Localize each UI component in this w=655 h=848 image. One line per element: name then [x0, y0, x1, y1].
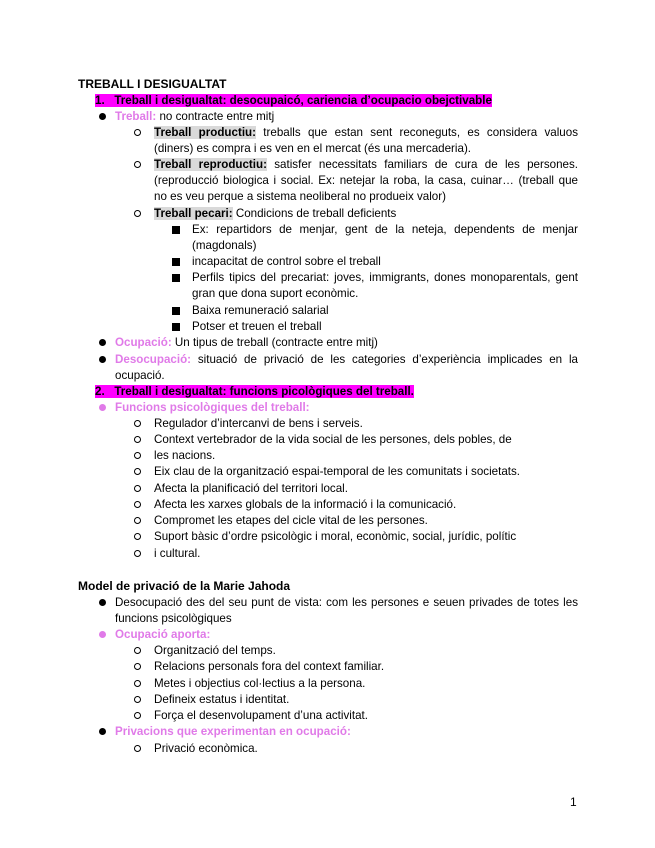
circle-bullet-icon [134, 647, 141, 654]
model-heading: Model de privació de la Marie Jahoda [78, 579, 291, 593]
aporta-item-2: Relacions personals fora del context familiar. [154, 660, 385, 673]
reproductiu-line-2: (reproducció biologica i social. Ex: netejar la roba, la casa, cuinar… (treball que [154, 174, 578, 187]
funcions-label: Funcions psicològiques del treball: [115, 401, 310, 414]
treball-line [115, 109, 274, 125]
section-1-heading [95, 93, 492, 109]
circle-bullet-icon [134, 533, 141, 540]
bullet-icon [99, 599, 106, 606]
reproductiu-line-3: no es veu perque a sistema neoliberal no produeix valor) [154, 190, 446, 203]
bullet-icon [99, 404, 106, 411]
pecari-item-1-line-1: Ex: repartidors de menjar, gent de la neteja, dependents de menjar [192, 223, 578, 236]
square-bullet-icon [172, 258, 180, 266]
section-2-title: Treball i desigualtat: funcions picològiques del treball. [114, 385, 414, 398]
circle-bullet-icon [134, 129, 141, 136]
circle-bullet-icon [134, 663, 141, 670]
section-1-number: 1. [95, 94, 105, 107]
circle-bullet-icon [134, 712, 141, 719]
funcio-item-2: Context vertebrador de la vida social de les persones, dels pobles, de [154, 433, 512, 446]
aporta-label: Ocupació aporta: [115, 628, 211, 641]
circle-bullet-icon [134, 452, 141, 459]
funcio-item-5: Afecta les xarxes globals de la informació i la comunicació. [154, 498, 457, 511]
page-number: 1 [570, 795, 577, 809]
reproductiu-line-1: Treball reproductiu: satisfer necessitats familiars de cura de les persones. [154, 158, 578, 171]
funcio-item-7: Suport bàsic d’ordre psicològic i moral, econòmic, social, jurídic, polític [154, 530, 517, 543]
square-bullet-icon [172, 307, 180, 315]
funcio-item-3: Eix clau de la organització espai-temporal de les comunitats i societats. [154, 465, 521, 478]
ocupacio-line: Ocupació: Un tipus de treball (contracte entre mitj) [115, 336, 378, 349]
funcio-item-7b: i cultural. [154, 547, 201, 560]
bullet-icon [99, 356, 106, 363]
pecari-item-1-line-2: (magdonals) [192, 239, 257, 252]
aporta-item-5: Força el desenvolupament d’una activitat. [154, 709, 368, 722]
circle-bullet-icon [134, 501, 141, 508]
circle-bullet-icon [134, 420, 141, 427]
pecari-item-3-line-1: Perfils tipics del precariat: joves, immigrants, dones monoparentals, gent [192, 271, 578, 284]
reproductiu-label: Treball reproductiu: [154, 158, 267, 171]
square-bullet-icon [172, 226, 180, 234]
bullet-icon [99, 728, 106, 735]
aporta-item-1: Organització del temps. [154, 644, 276, 657]
ocupacio-label: Ocupació: [115, 336, 172, 349]
pecari-line: Treball pecari: Condicions de treball deficients [154, 207, 397, 220]
desoc-line-1: Desocupació des del seu punt de vista: com les persones e seuen privades de totes les [115, 596, 578, 609]
section-1-title: Treball i desigualtat: desocupaicó, cariencia d’ocupacio obejctivable [114, 94, 492, 107]
productiu-label: Treball productiu: [154, 126, 256, 139]
funcio-item-2b: les nacions. [154, 449, 216, 462]
desocupacio-line-1: Desocupació: situació de privació de les categories d’experiència implicades en la [115, 353, 578, 366]
desocupacio-label: Desocupació: [115, 353, 192, 366]
aporta-item-3: Metes i objectius col·lectius a la persona. [154, 677, 366, 690]
pecari-item-3-line-2: gran que dona suport econòmic. [192, 287, 359, 300]
funcio-item-6: Compromet les etapes del cicle vital de les persones. [154, 514, 428, 527]
desocupacio-line-2: ocupació. [115, 369, 165, 382]
funcio-item-1: Regulador d’intercanvi de bens i serveis. [154, 417, 363, 430]
circle-bullet-icon [134, 161, 141, 168]
treball-label: Treball: [115, 110, 157, 123]
productiu-line-2: (diners) es compra i es ven en el mercat (és una mercaderia). [154, 142, 472, 155]
circle-bullet-icon [134, 550, 141, 557]
circle-bullet-icon [134, 436, 141, 443]
privacio-item-1: Privació econòmica. [154, 742, 258, 755]
circle-bullet-icon [134, 680, 141, 687]
bullet-icon [99, 113, 106, 120]
bullet-icon [99, 339, 106, 346]
pecari-item-2: incapacitat de control sobre el treball [192, 255, 381, 268]
circle-bullet-icon [134, 745, 141, 752]
circle-bullet-icon [134, 517, 141, 524]
productiu-line-1: Treball productiu: treballs que estan sent reconeguts, es considera valuos [154, 126, 578, 139]
desoc-line-2: funcions psicològiques [115, 612, 232, 625]
bullet-icon [99, 631, 106, 638]
privacions-label: Privacions que experimentan en ocupació: [115, 725, 351, 738]
circle-bullet-icon [134, 210, 141, 217]
treball-text: no contracte entre mitj [156, 110, 275, 123]
pecari-item-4: Baixa remuneració salarial [192, 304, 329, 317]
doc-title: TREBALL I DESIGUALTAT [78, 77, 227, 91]
square-bullet-icon [172, 323, 180, 331]
square-bullet-icon [172, 274, 180, 282]
aporta-item-4: Defineix estatus i identitat. [154, 693, 290, 706]
section-2-number: 2. [95, 385, 105, 398]
circle-bullet-icon [134, 485, 141, 492]
circle-bullet-icon [134, 696, 141, 703]
section-2-heading [95, 384, 414, 400]
circle-bullet-icon [134, 468, 141, 475]
pecari-item-5: Potser et treuen el treball [192, 320, 322, 333]
pecari-label: Treball pecari: [154, 207, 233, 220]
funcio-item-4: Afecta la planificació del territori local. [154, 482, 348, 495]
